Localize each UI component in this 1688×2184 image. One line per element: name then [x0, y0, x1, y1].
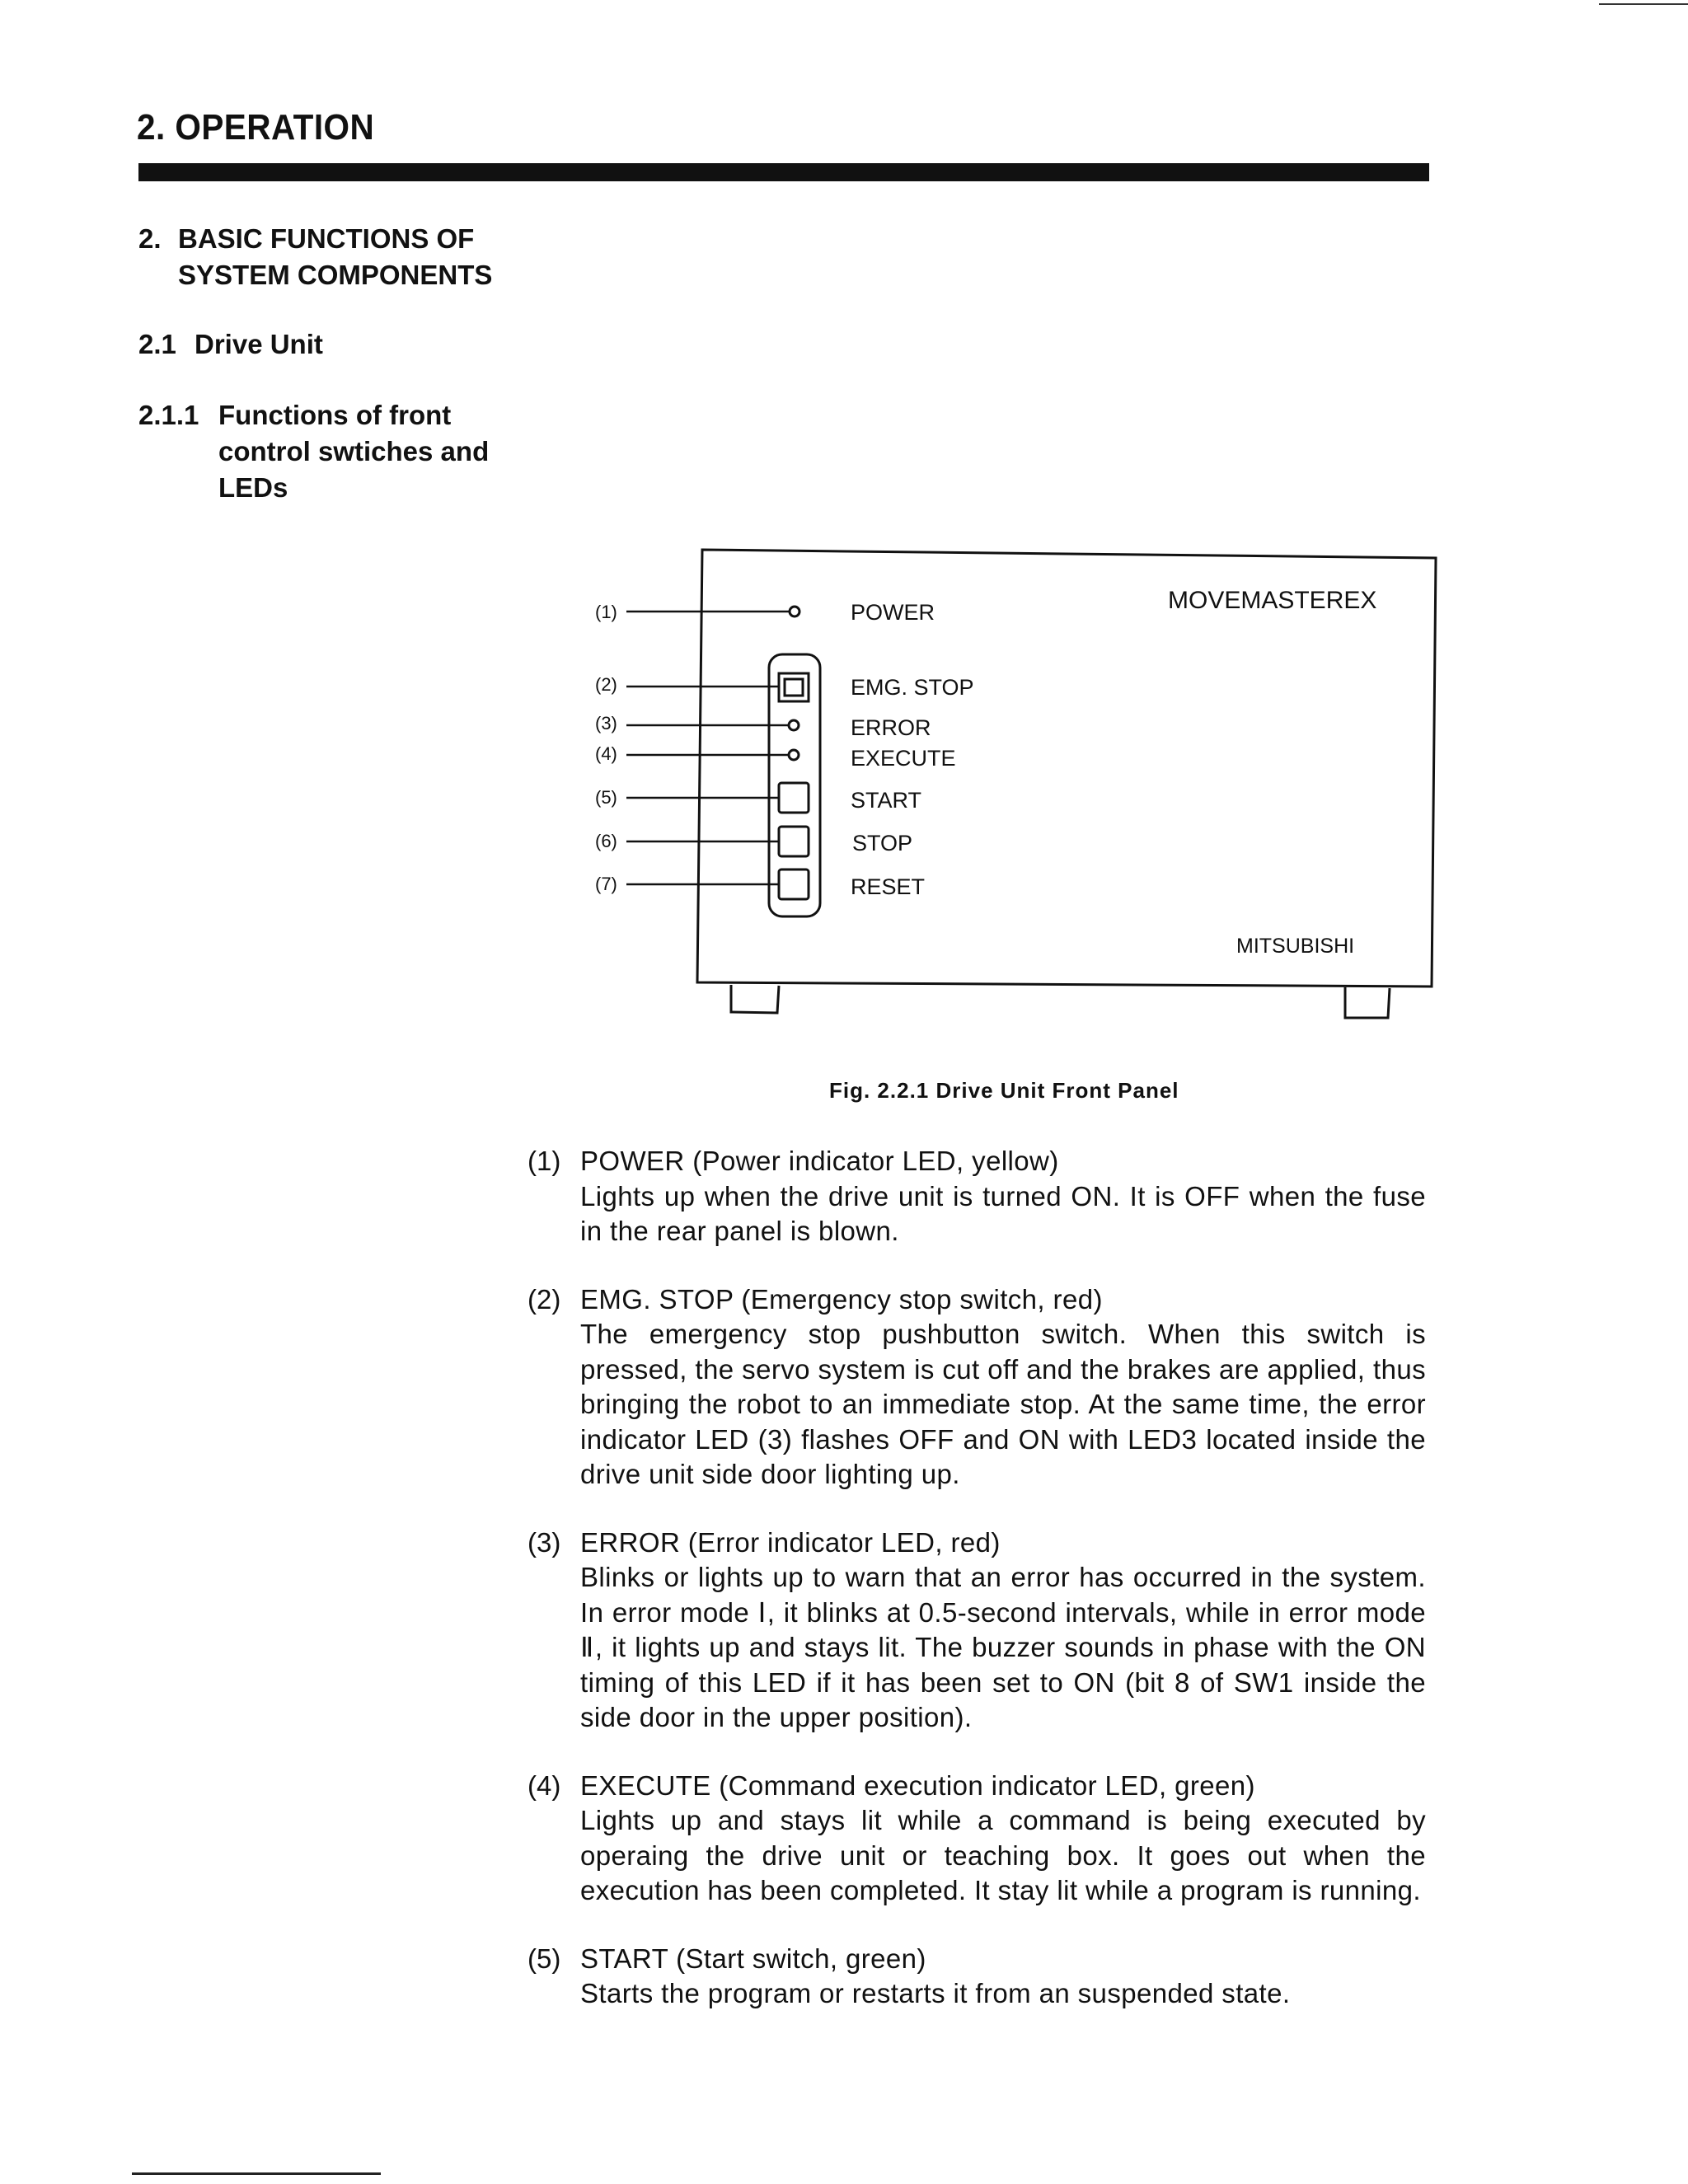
callout-emg-stop: [595, 673, 974, 701]
subsubsection-title-line: control swtiches and: [218, 436, 490, 466]
brand-label: MOVEMASTEREX: [1168, 587, 1377, 614]
item-number: (3): [528, 1526, 561, 1558]
section-title-line: BASIC FUNCTIONS OF: [178, 223, 475, 254]
item-body: Lights up when the drive unit is turned ON. It is OFF when the fuse in the rear panel is blown.: [580, 1180, 1426, 1246]
scan-edge-line: [1599, 3, 1688, 5]
callout-ref: (1): [595, 602, 617, 622]
callout-error: [595, 713, 931, 740]
callout-ref: (4): [595, 743, 617, 764]
callout-label: START: [851, 788, 922, 813]
callout-power: [595, 600, 935, 625]
item-heading: EMG. STOP (Emergency stop switch, red): [580, 1283, 1103, 1315]
cabinet-foot-right: [1345, 987, 1390, 1018]
subsubsection-number: 2.1.1: [138, 400, 199, 430]
callout-ref: (5): [595, 787, 617, 808]
subsection-title: Drive Unit: [195, 329, 323, 359]
item-body: Starts the program or restarts it from an suspended state.: [580, 1978, 1291, 2008]
item-number: (4): [528, 1769, 561, 1801]
subsubsection-title-line: Functions of front: [218, 400, 452, 430]
item-heading: START (Start switch, green): [580, 1943, 926, 1974]
footer-rule: [132, 2172, 381, 2175]
start-button-icon: [779, 783, 809, 813]
subsection-heading: [138, 326, 323, 363]
list-item: [528, 1769, 1426, 1909]
callout-label: RESET: [851, 874, 926, 899]
subsection-number: 2.1: [138, 329, 176, 359]
callout-execute: [595, 743, 956, 771]
callout-label: ERROR: [851, 715, 931, 740]
callout-label: EXECUTE: [851, 746, 956, 771]
list-item: [528, 1144, 1426, 1249]
maker-label: MITSUBISHI: [1236, 935, 1355, 958]
item-body: Lights up and stays lit while a command is being executed by operaing the drive unit or teaching box. It goes out when the execution has been completed. It stay lit while a program is running.: [580, 1805, 1426, 1905]
callout-ref: (6): [595, 831, 617, 851]
callout-label: POWER: [851, 600, 935, 625]
cabinet-foot-left: [731, 985, 779, 1013]
item-body: Blinks or lights up to warn that an error has occurred in the system. In error mode Ⅰ, it blinks at 0.5-second intervals, while in error mode Ⅱ, it lights up and stays lit. The buzzer sounds in phase with the ON timing of this LED if it has been set to ON (bit 8 of SW1 inside the side door in the upper position).: [580, 1562, 1426, 1732]
cabinet-outline: [697, 550, 1436, 987]
stop-button-icon: [779, 827, 809, 856]
chapter-rule: [138, 163, 1429, 181]
emg-stop-switch-icon: [779, 673, 809, 701]
callout-reset: [595, 869, 925, 899]
power-led-icon: [790, 607, 799, 616]
drive-unit-front-panel-figure: [577, 536, 1442, 1030]
callout-label: STOP: [852, 831, 913, 855]
item-number: (5): [528, 1943, 561, 1974]
execute-led-icon: [789, 750, 799, 760]
callout-ref: (2): [595, 674, 617, 695]
error-led-icon: [789, 720, 799, 730]
section-heading: [138, 221, 492, 293]
item-number: (2): [528, 1283, 561, 1315]
list-item: [528, 1282, 1426, 1493]
subsubsection-title-line: LEDs: [218, 472, 288, 503]
section-title-line: SYSTEM COMPONENTS: [178, 260, 493, 290]
callout-start: [595, 783, 921, 813]
callout-label: EMG. STOP: [851, 675, 974, 700]
item-heading: ERROR (Error indicator LED, red): [580, 1526, 1001, 1558]
list-item: [528, 1526, 1426, 1736]
figure-caption: Fig. 2.2.1 Drive Unit Front Panel: [829, 1078, 1179, 1103]
item-number: (1): [528, 1146, 561, 1176]
reset-button-icon: [779, 869, 809, 899]
callout-ref: (7): [595, 874, 617, 894]
callout-ref: (3): [595, 713, 617, 733]
list-item: [528, 1942, 1426, 2012]
chapter-title: 2. OPERATION: [137, 107, 375, 148]
subsubsection-heading: [138, 397, 489, 506]
item-heading: EXECUTE (Command execution indicator LED, green): [580, 1769, 1255, 1801]
item-list: [528, 1144, 1426, 2045]
callout-stop: [595, 827, 912, 856]
section-number: 2.: [138, 223, 162, 254]
item-heading: POWER (Power indicator LED, yellow): [580, 1146, 1059, 1176]
item-body: The emergency stop pushbutton switch. When this switch is pressed, the servo system is cut off and the brakes are applied, thus bringing the robot to an immediate stop. At the same time, the error indicator LED (3) flashes OFF and ON with LED3 located inside the drive unit side door lighting up.: [580, 1319, 1426, 1489]
